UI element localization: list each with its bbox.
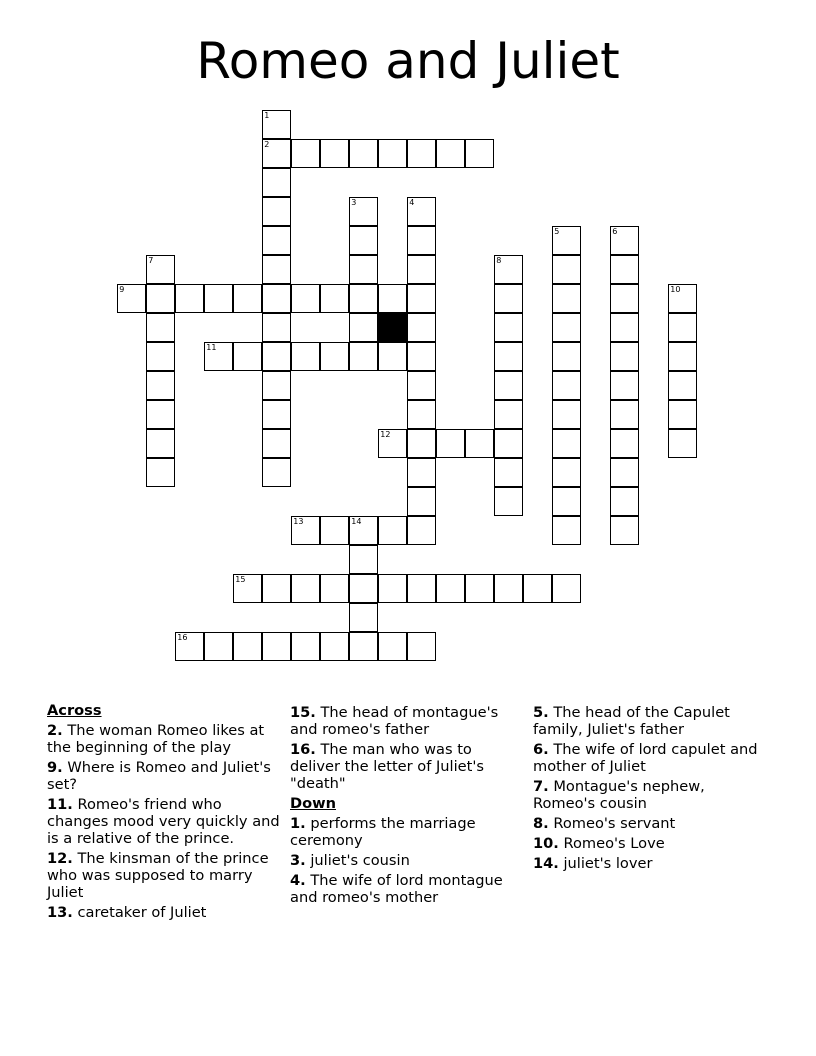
grid-cell[interactable] <box>610 284 639 313</box>
clue-number: 4 <box>409 198 415 208</box>
clue-number: 10 <box>670 285 681 295</box>
grid-cell[interactable] <box>407 574 436 603</box>
grid-cell[interactable] <box>146 255 175 284</box>
grid-cell[interactable] <box>610 255 639 284</box>
clue-text: The wife of lord capulet and mother of Juliet <box>533 741 758 775</box>
grid-cell[interactable] <box>146 342 175 371</box>
grid-cell[interactable] <box>349 139 378 168</box>
clue-text: juliet's cousin <box>310 852 410 869</box>
clue-number: 6. <box>533 741 549 758</box>
grid-cell[interactable] <box>668 284 697 313</box>
grid-cell[interactable] <box>378 429 407 458</box>
grid-cell[interactable] <box>436 574 465 603</box>
grid-cell[interactable] <box>494 371 523 400</box>
clue-number: 15 <box>235 575 246 585</box>
clue-text: The wife of lord montague and romeo's mother <box>290 872 503 906</box>
grid-cell[interactable] <box>552 429 581 458</box>
clue-text: The kinsman of the prince who was supposed to marry Juliet <box>47 850 269 901</box>
clue-number: 13. <box>47 904 73 921</box>
grid-cell[interactable] <box>552 574 581 603</box>
grid-cell[interactable] <box>523 574 552 603</box>
clue-number: 13 <box>293 517 304 527</box>
grid-cell[interactable] <box>349 603 378 632</box>
clue-number: 5 <box>554 227 560 237</box>
grid-cell[interactable] <box>610 400 639 429</box>
clue-text: Romeo's friend who changes mood very quickly and is a relative of the prince. <box>47 796 280 847</box>
clue-number: 8 <box>496 256 502 266</box>
clue-number: 2. <box>47 722 63 739</box>
grid-cell[interactable] <box>407 487 436 516</box>
grid-cell[interactable] <box>233 574 262 603</box>
grid-cell[interactable] <box>552 371 581 400</box>
grid-cell[interactable] <box>610 342 639 371</box>
grid-cell[interactable] <box>465 574 494 603</box>
clue-number: 1. <box>290 815 306 832</box>
grid-cell[interactable] <box>262 313 291 342</box>
grid-cell[interactable] <box>407 458 436 487</box>
grid-cell[interactable] <box>291 139 320 168</box>
grid-cell[interactable] <box>494 429 523 458</box>
grid-cell[interactable] <box>407 313 436 342</box>
clue-number: 7. <box>533 778 549 795</box>
grid-cell[interactable] <box>552 458 581 487</box>
grid-cell[interactable] <box>668 313 697 342</box>
clue-number: 3 <box>351 198 357 208</box>
grid-cell[interactable] <box>407 632 436 661</box>
grid-cell[interactable] <box>233 632 262 661</box>
down-clue <box>533 855 768 872</box>
grid-cell[interactable] <box>349 197 378 226</box>
grid-cell[interactable] <box>407 342 436 371</box>
grid-cell[interactable] <box>407 371 436 400</box>
across-header: Across <box>47 702 102 719</box>
grid-cell[interactable] <box>262 284 291 313</box>
grid-cell[interactable] <box>146 284 175 313</box>
grid-cell[interactable] <box>349 255 378 284</box>
grid-cell[interactable] <box>146 313 175 342</box>
clue-number: 4. <box>290 872 306 889</box>
clue-number: 9 <box>119 285 125 295</box>
across-clue <box>47 850 282 901</box>
grid-cell[interactable] <box>262 632 291 661</box>
grid-cell[interactable] <box>204 342 233 371</box>
clue-number: 12 <box>380 430 391 440</box>
grid-cell[interactable] <box>262 429 291 458</box>
clue-number: 3. <box>290 852 306 869</box>
grid-cell[interactable] <box>262 371 291 400</box>
grid-cell[interactable] <box>610 313 639 342</box>
clue-number: 14. <box>533 855 559 872</box>
grid-cell[interactable] <box>436 429 465 458</box>
grid-cell[interactable] <box>552 313 581 342</box>
grid-cell[interactable] <box>552 487 581 516</box>
grid-cell[interactable] <box>117 284 146 313</box>
down-clue <box>533 741 768 775</box>
clue-number: 6 <box>612 227 618 237</box>
grid-cell[interactable] <box>262 197 291 226</box>
grid-cell[interactable] <box>262 458 291 487</box>
across-clue <box>290 741 525 792</box>
down-clue <box>533 815 768 832</box>
grid-cell[interactable] <box>436 139 465 168</box>
black-cell <box>378 313 407 342</box>
grid-cell[interactable] <box>233 342 262 371</box>
grid-cell[interactable] <box>407 226 436 255</box>
across-clue <box>290 704 525 738</box>
clue-text: The head of the Capulet family, Juliet's father <box>533 704 730 738</box>
clue-number: 5. <box>533 704 549 721</box>
grid-cell[interactable] <box>552 255 581 284</box>
clue-text: caretaker of Juliet <box>77 904 207 921</box>
grid-cell[interactable] <box>407 284 436 313</box>
grid-cell[interactable] <box>291 574 320 603</box>
grid-cell[interactable] <box>378 342 407 371</box>
clue-number: 16. <box>290 741 316 758</box>
grid-cell[interactable] <box>291 632 320 661</box>
grid-cell[interactable] <box>610 458 639 487</box>
grid-cell[interactable] <box>175 632 204 661</box>
grid-cell[interactable] <box>349 342 378 371</box>
grid-cell[interactable] <box>494 400 523 429</box>
grid-cell[interactable] <box>552 284 581 313</box>
grid-cell[interactable] <box>494 313 523 342</box>
grid-cell[interactable] <box>349 226 378 255</box>
grid-cell[interactable] <box>407 516 436 545</box>
grid-cell[interactable] <box>465 139 494 168</box>
grid-cell[interactable] <box>407 429 436 458</box>
grid-cell[interactable] <box>320 139 349 168</box>
grid-cell[interactable] <box>610 226 639 255</box>
grid-cell[interactable] <box>378 574 407 603</box>
grid-cell[interactable] <box>349 313 378 342</box>
clue-number: 11 <box>206 343 217 353</box>
grid-cell[interactable] <box>320 574 349 603</box>
grid-cell[interactable] <box>407 139 436 168</box>
grid-cell[interactable] <box>494 458 523 487</box>
down-clue <box>290 852 525 869</box>
clues-column-3 <box>533 704 768 875</box>
grid-cell[interactable] <box>552 342 581 371</box>
down-header: Down <box>290 795 337 812</box>
down-clue <box>533 835 768 852</box>
grid-cell[interactable] <box>407 400 436 429</box>
grid-cell[interactable] <box>146 458 175 487</box>
grid-cell[interactable] <box>233 284 262 313</box>
grid-cell[interactable] <box>465 429 494 458</box>
clue-number: 14 <box>351 517 362 527</box>
grid-cell[interactable] <box>291 342 320 371</box>
across-clue <box>47 796 282 847</box>
grid-cell[interactable] <box>349 284 378 313</box>
grid-cell[interactable] <box>320 284 349 313</box>
clue-text: performs the marriage ceremony <box>290 815 476 849</box>
down-clue <box>533 778 768 812</box>
grid-cell[interactable] <box>349 516 378 545</box>
grid-cell[interactable] <box>610 371 639 400</box>
grid-cell[interactable] <box>204 284 233 313</box>
grid-cell[interactable] <box>668 342 697 371</box>
grid-cell[interactable] <box>494 487 523 516</box>
page-title: Romeo and Juliet <box>196 32 620 90</box>
grid-cell[interactable] <box>175 284 204 313</box>
across-clue <box>47 759 282 793</box>
clues-column-1 <box>47 702 282 924</box>
clue-number: 1 <box>264 111 270 121</box>
clue-number: 15. <box>290 704 316 721</box>
grid-cell[interactable] <box>378 632 407 661</box>
grid-cell[interactable] <box>552 226 581 255</box>
grid-cell[interactable] <box>146 429 175 458</box>
grid-cell[interactable] <box>378 516 407 545</box>
grid-cell[interactable] <box>204 632 233 661</box>
grid-cell[interactable] <box>320 342 349 371</box>
grid-cell[interactable] <box>668 400 697 429</box>
clue-number: 11. <box>47 796 73 813</box>
clue-text: The head of montague's and romeo's father <box>290 704 499 738</box>
grid-cell[interactable] <box>146 400 175 429</box>
grid-cell[interactable] <box>349 545 378 574</box>
clue-number: 16 <box>177 633 188 643</box>
grid-cell[interactable] <box>320 516 349 545</box>
grid-cell[interactable] <box>668 429 697 458</box>
grid-cell[interactable] <box>262 342 291 371</box>
grid-cell[interactable] <box>320 632 349 661</box>
across-clue <box>47 904 282 921</box>
grid-cell[interactable] <box>291 284 320 313</box>
grid-cell[interactable] <box>494 342 523 371</box>
clue-text: juliet's lover <box>563 855 653 872</box>
grid-cell[interactable] <box>494 284 523 313</box>
grid-cell[interactable] <box>349 574 378 603</box>
grid-cell[interactable] <box>610 487 639 516</box>
clue-number: 12. <box>47 850 73 867</box>
down-clue <box>290 872 525 906</box>
grid-cell[interactable] <box>262 400 291 429</box>
grid-cell[interactable] <box>407 197 436 226</box>
grid-cell[interactable] <box>262 168 291 197</box>
clue-number: 2 <box>264 140 270 150</box>
grid-cell[interactable] <box>668 371 697 400</box>
clue-text: The man who was to deliver the letter of Juliet's "death" <box>290 741 484 792</box>
grid-cell[interactable] <box>552 516 581 545</box>
across-clue <box>47 722 282 756</box>
clues-column-2 <box>290 704 525 909</box>
clue-number: 9. <box>47 759 63 776</box>
grid-cell[interactable] <box>494 255 523 284</box>
grid-cell[interactable] <box>349 632 378 661</box>
grid-cell[interactable] <box>262 226 291 255</box>
grid-cell[interactable] <box>262 110 291 139</box>
grid-cell[interactable] <box>407 255 436 284</box>
clue-text: Romeo's servant <box>553 815 676 832</box>
down-clue <box>533 704 768 738</box>
grid-cell[interactable] <box>262 139 291 168</box>
grid-cell[interactable] <box>291 516 320 545</box>
grid-cell[interactable] <box>494 574 523 603</box>
clue-number: 8. <box>533 815 549 832</box>
grid-cell[interactable] <box>146 371 175 400</box>
grid-cell[interactable] <box>378 139 407 168</box>
clue-text: Where is Romeo and Juliet's set? <box>47 759 271 793</box>
grid-cell[interactable] <box>378 284 407 313</box>
clue-text: The woman Romeo likes at the beginning of the play <box>47 722 265 756</box>
grid-cell[interactable] <box>552 400 581 429</box>
grid-cell[interactable] <box>262 574 291 603</box>
grid-cell[interactable] <box>610 429 639 458</box>
clue-number: 7 <box>148 256 154 266</box>
down-clue <box>290 815 525 849</box>
clue-text: Montague's nephew, Romeo's cousin <box>533 778 705 812</box>
grid-cell[interactable] <box>610 516 639 545</box>
grid-cell[interactable] <box>262 255 291 284</box>
clue-text: Romeo's Love <box>563 835 665 852</box>
clue-number: 10. <box>533 835 559 852</box>
